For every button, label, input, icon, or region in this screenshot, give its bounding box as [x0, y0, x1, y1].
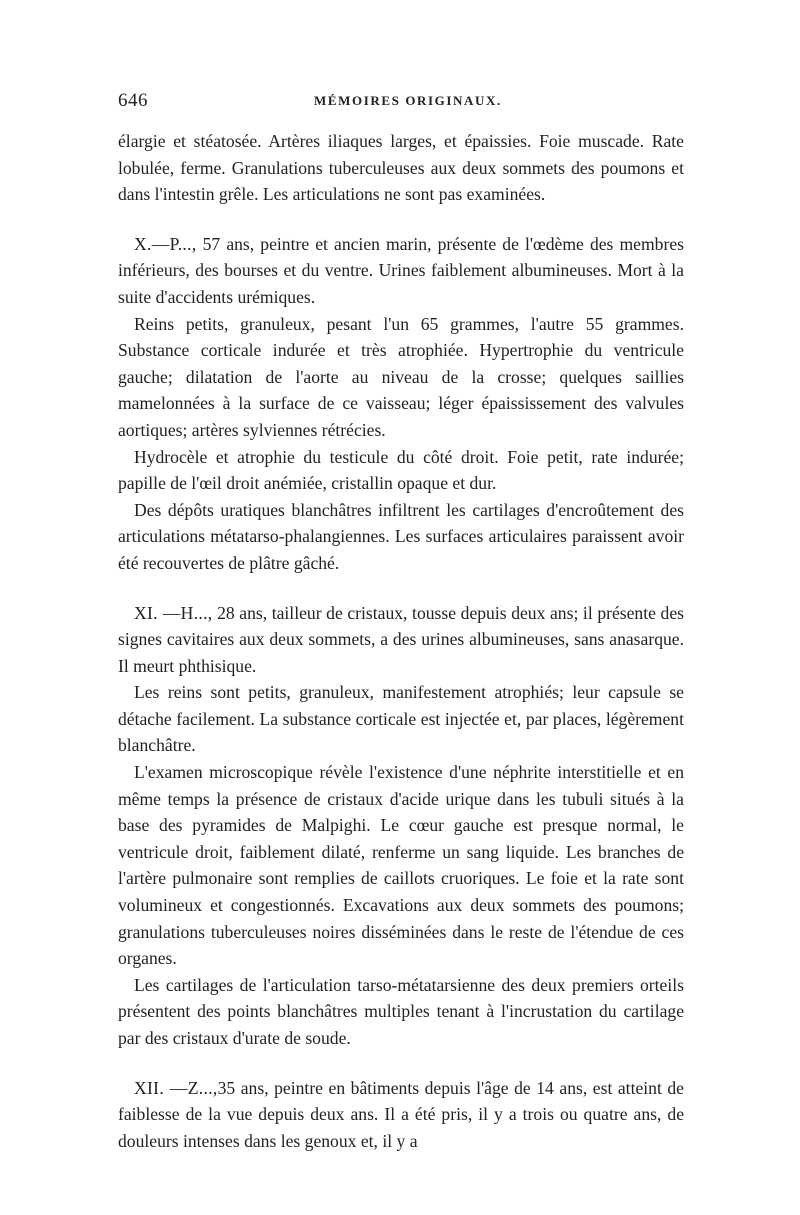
case-x-intro [118, 231, 684, 311]
book-page [118, 90, 684, 1154]
paragraph-text: Hydrocèle et atrophie du testicule du côté droit. Foie petit, rate indurée; papille de l'œil droit anémiée, cristallin opaque et dur. [118, 446, 684, 494]
case-label: X.—P..., [134, 233, 197, 254]
paragraph-text: Les cartilages de l'articulation tarso-métatarsienne des deux premiers orteils présentent des points blanchâtres multiples tenant à l'incrustation du cartilage par des cristaux d'urate de soude. [118, 974, 684, 1048]
paragraph-text: élargie et stéatosée. Artères iliaques larges, et épaissies. Foie muscade. Rate lobulée, ferme. Granulations tuberculeuses aux deux sommets des poumons et dans l'intestin grêle. Les articulations ne sont pas examinées. [118, 131, 684, 205]
page-number: 646 [118, 90, 148, 111]
paragraph-text: 28 ans, tailleur de cristaux, tousse depuis deux ans; il présente des signes cavitaires aux deux sommets, a des urines albumineuses, sans anasarque. Il meurt phthisique. [118, 602, 684, 676]
case-label: XII. —Z..., [134, 1077, 218, 1098]
paragraph-text: L'examen microscopique révèle l'existence d'une néphrite interstitielle et en même temps la présence de cristaux d'acide urique dans les tubuli situés à la base des pyramides de Malpighi. Le cœur gauche est presque normal, le ventricule droit, faiblement dilaté, renferme un sang liquide. Les branches de l'artère pulmonaire sont remplies de caillots cruoriques. Le foie et la rate sont volumineux et congestionnés. Excavations aux deux sommets des poumons; granulations tuberculeuses noires disséminées dans le reste de l'étendue de ces organes. [118, 762, 684, 969]
paragraph [118, 311, 684, 444]
case-label: XI. —H..., [134, 602, 213, 623]
paragraph-text: Des dépôts uratiques blanchâtres infiltrent les cartilages d'encroûtement des articulations métatarso-phalangiennes. Les surfaces articulaires paraissent avoir été recouvertes de plâtre gâché. [118, 499, 684, 573]
page-header [118, 90, 684, 128]
paragraph [118, 679, 684, 759]
running-head: MÉMOIRES ORIGINAUX. [314, 93, 502, 108]
paragraph [118, 497, 684, 577]
paragraph-text: 35 ans, peintre en bâtiments depuis l'âge de 14 ans, est atteint de faiblesse de la vue depuis deux ans. Il a été pris, il y a trois ou quatre ans, de douleurs intenses dans les genoux et, il y a [118, 1077, 684, 1151]
case-xii-intro [118, 1075, 684, 1155]
paragraph [118, 444, 684, 497]
paragraph-text: Reins petits, granuleux, pesant l'un 65 grammes, l'autre 55 grammes. Substance corticale indurée et très atrophiée. Hypertrophie du ventricule gauche; dilatation de l'aorte au niveau de la crosse; quelques saillies mamelonnées à la surface de ce vaisseau; léger épaississement des valvules aortiques; artères sylviennes rétrécies. [118, 313, 684, 440]
paragraph-continuation [118, 128, 684, 208]
paragraph-text: 57 ans, peintre et ancien marin, présente de l'œdème des membres inférieurs, des bourses et du ventre. Urines faiblement albumineuses. Mort à la suite d'accidents urémiques. [118, 233, 684, 307]
paragraph [118, 759, 684, 972]
paragraph [118, 972, 684, 1052]
paragraph-text: Les reins sont petits, granuleux, manifestement atrophiés; leur capsule se détache facilement. La substance corticale est injectée et, par places, légèrement blanchâtre. [118, 682, 684, 756]
body-text [118, 128, 684, 1154]
case-xi-intro [118, 600, 684, 680]
